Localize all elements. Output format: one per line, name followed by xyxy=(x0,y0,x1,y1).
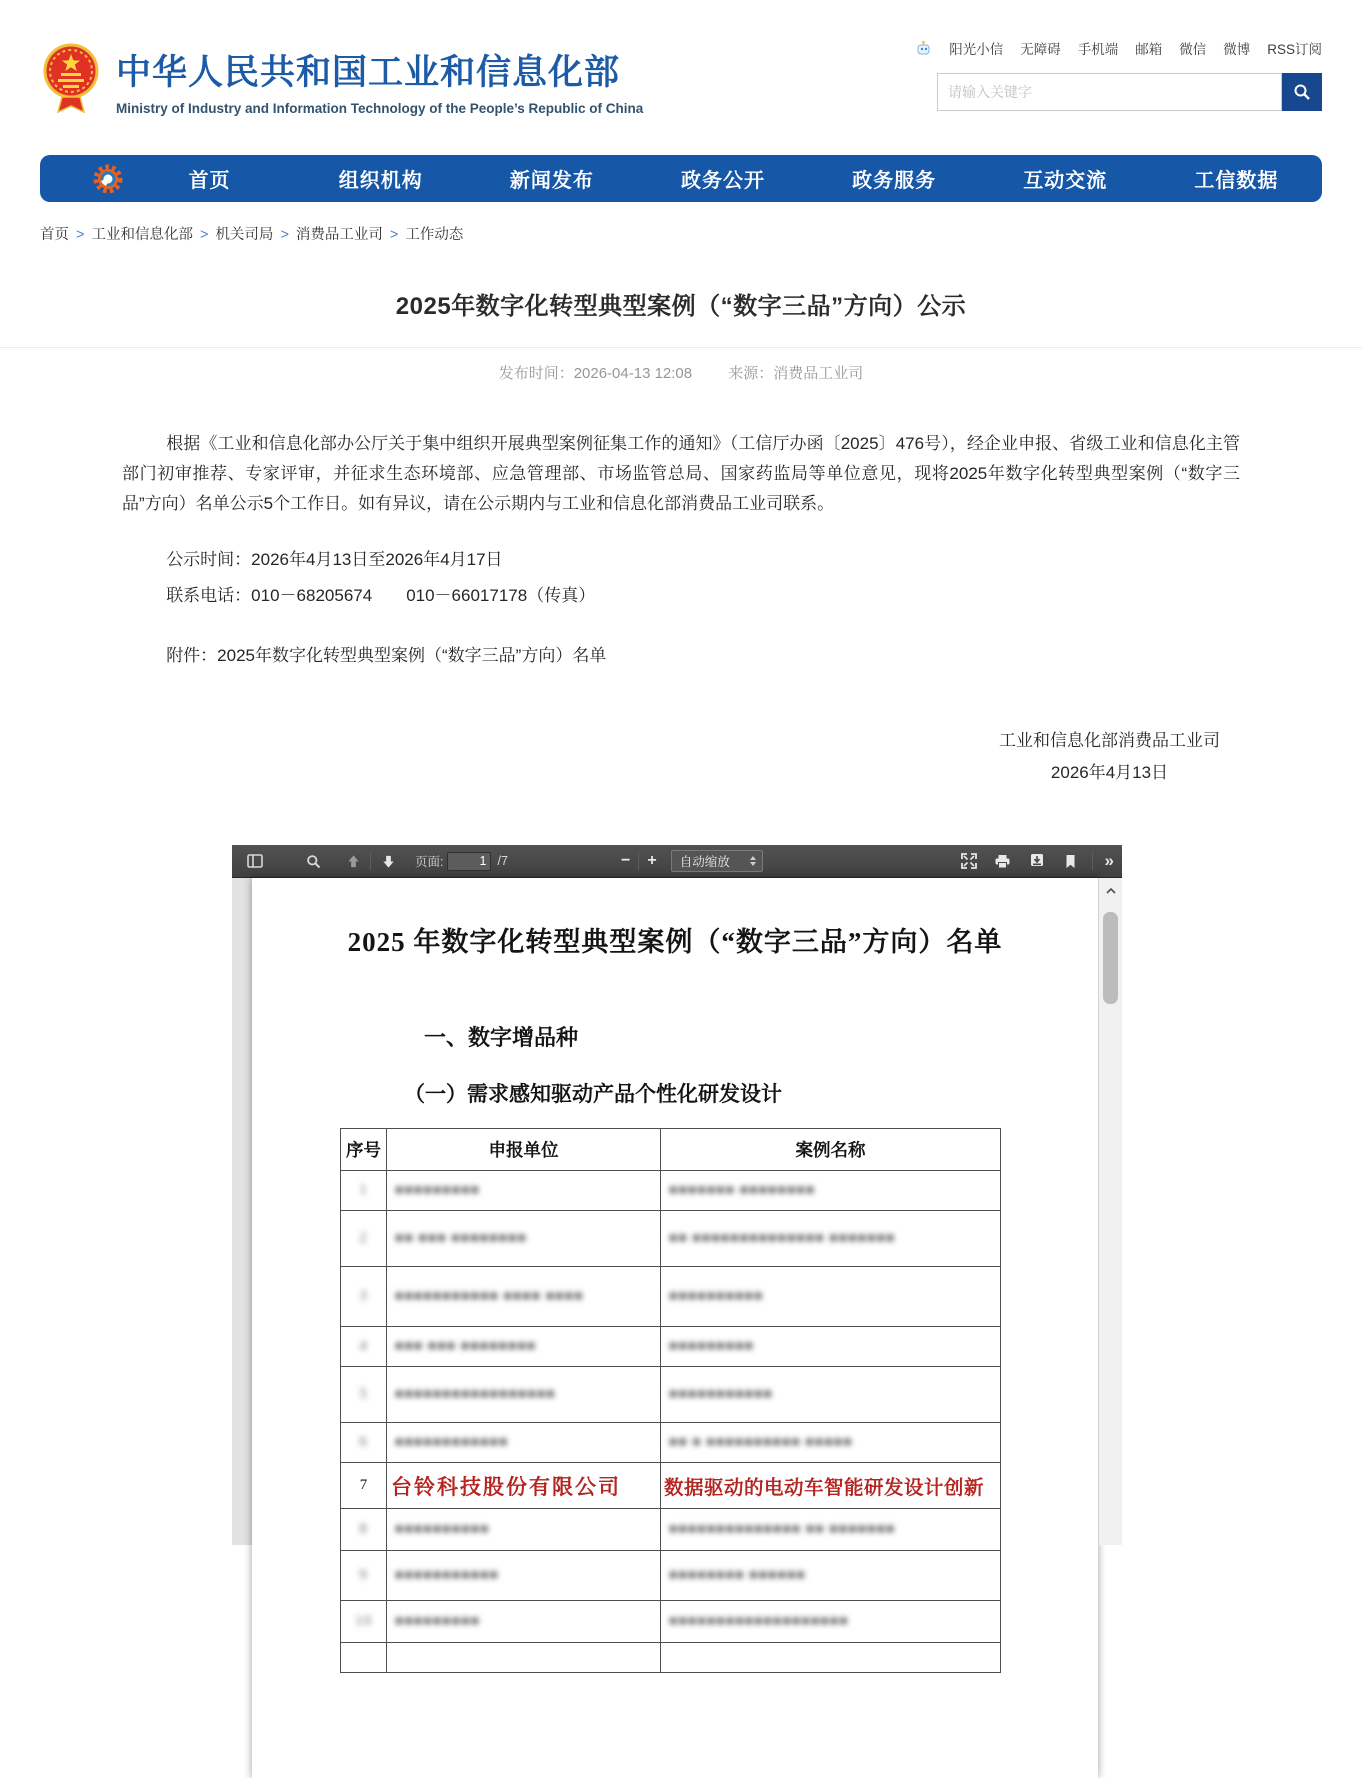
doc-table-row xyxy=(341,1601,1001,1643)
doc-table-row xyxy=(341,1171,1001,1211)
doc-table-cell xyxy=(341,1171,387,1211)
redacted-cell-text: ■■■■■■■ ■■■■■■■■ xyxy=(669,1183,816,1198)
nav-item[interactable]: 政务服务 xyxy=(852,170,937,192)
select-arrows-icon xyxy=(749,855,757,867)
pdf-viewer xyxy=(232,845,1122,1629)
doc-table-cell xyxy=(661,1267,1001,1327)
redacted-cell-text: ■■■■■■■■■■■■■■ ■■ ■■■■■■■ xyxy=(669,1522,896,1537)
utility-link[interactable]: RSS订阅 xyxy=(1267,42,1322,57)
redacted-cell-text: ■■■ ■■■ ■■■■■■■■ xyxy=(395,1339,537,1354)
doc-table-cell xyxy=(341,1267,387,1327)
toolbar-zoom-group xyxy=(617,845,763,877)
breadcrumb-link[interactable]: 机关司局 xyxy=(215,227,274,243)
zoom-in-button[interactable]: + xyxy=(647,852,657,869)
doc-table-cell xyxy=(341,1367,387,1423)
fullscreen-icon xyxy=(961,853,977,869)
doc-table-cell xyxy=(661,1327,1001,1367)
zoom-level-select[interactable] xyxy=(671,850,763,872)
signature-date: 2026年4月13日 xyxy=(1050,763,1169,782)
miit-gear-logo-icon xyxy=(92,163,124,195)
doc-table-cell xyxy=(661,1601,1001,1643)
doc-table-cell xyxy=(387,1367,661,1423)
nav-item[interactable]: 首页 xyxy=(188,170,231,192)
page-number-input[interactable] xyxy=(447,852,491,871)
doc-table-header: 序号 xyxy=(341,1129,387,1171)
doc-table-cell xyxy=(341,1463,387,1509)
breadcrumb-link: 工作动态 xyxy=(405,227,464,243)
doc-table-cell xyxy=(387,1601,661,1643)
search-button[interactable] xyxy=(1282,73,1322,111)
redacted-cell-text: ■■ ■■■ ■■■■■■■■ xyxy=(395,1231,527,1246)
doc-table-cell xyxy=(387,1509,661,1551)
redacted-cell-text: ■■■■■■■■■■■■■■■■■ xyxy=(395,1387,556,1402)
arrow-down-icon xyxy=(381,854,396,869)
article-title: 2025年数字化转型典型案例（“数字三品”方向）公示 xyxy=(395,293,967,320)
sidebar-toggle-button[interactable] xyxy=(242,849,268,873)
redacted-cell-text: 9 xyxy=(359,1567,368,1583)
redacted-cell-text: ■■■■■■■■■■■ xyxy=(669,1387,774,1402)
utility-link[interactable]: 手机端 xyxy=(1077,42,1119,57)
doc-title: 2025 年数字化转型典型案例（“数字三品”方向）名单 xyxy=(347,927,1003,957)
doc-table-header: 申报单位 xyxy=(387,1129,661,1171)
doc-table-cell xyxy=(387,1463,661,1509)
nav-items xyxy=(124,164,1322,193)
utility-link[interactable]: 微博 xyxy=(1223,42,1251,57)
pdf-body xyxy=(232,878,1122,1629)
pdf-scrollbar[interactable] xyxy=(1098,878,1122,1545)
page-total: /7 xyxy=(497,854,508,868)
doc-table-cell xyxy=(387,1211,661,1267)
toolbar-right-group xyxy=(956,845,1112,877)
site-subtitle: Ministry of Industry and Information Technology of the People’s Republic of China xyxy=(116,100,644,116)
redacted-cell-text: ■■■■■■■■■ xyxy=(395,1614,481,1629)
breadcrumb-separator: > xyxy=(199,227,209,243)
zoom-level-value: 自动缩放 xyxy=(679,855,730,869)
doc-table-cell xyxy=(661,1463,1001,1509)
breadcrumb-separator: > xyxy=(280,227,289,243)
site-header xyxy=(0,0,1362,132)
doc-table-cell xyxy=(661,1551,1001,1601)
presentation-mode-button[interactable] xyxy=(956,849,982,873)
doc-table-cell xyxy=(387,1643,661,1673)
article-meta xyxy=(0,348,1362,383)
page-down-button[interactable] xyxy=(375,849,401,873)
doc-table-row xyxy=(341,1367,1001,1423)
print-button[interactable] xyxy=(990,849,1016,873)
search-icon xyxy=(306,854,321,869)
nav-item[interactable]: 政务公开 xyxy=(680,170,765,192)
doc-table-row xyxy=(341,1643,1001,1673)
bookmark-button[interactable] xyxy=(1058,849,1084,873)
contact-line: 联系电话：010－68205674 010－66017178（传真） xyxy=(166,586,596,605)
site-title: 中华人民共和国工业和信息化部 xyxy=(116,52,621,92)
doc-table-row xyxy=(341,1551,1001,1601)
scroll-up-button[interactable] xyxy=(1099,878,1122,904)
more-tools-button[interactable]: » xyxy=(1104,851,1112,870)
arrow-up-icon xyxy=(346,854,361,869)
redacted-cell-text: 2 xyxy=(359,1230,368,1246)
doc-table-cell xyxy=(341,1551,387,1601)
article-body xyxy=(0,429,1362,789)
redacted-cell-text: 10 xyxy=(355,1613,372,1629)
doc-table-row xyxy=(341,1463,1001,1509)
doc-table-cell xyxy=(387,1327,661,1367)
breadcrumb-link[interactable]: 首页 xyxy=(40,227,69,243)
redacted-cell-text: 1 xyxy=(359,1182,368,1198)
doc-table-cell xyxy=(341,1211,387,1267)
search-input[interactable] xyxy=(937,73,1282,111)
breadcrumb-separator: > xyxy=(389,227,399,243)
printer-icon xyxy=(994,854,1011,869)
doc-table-cell xyxy=(661,1367,1001,1423)
doc-table-header: 案例名称 xyxy=(661,1129,1001,1171)
nav-item[interactable]: 工信数据 xyxy=(1194,170,1279,192)
nav-item[interactable]: 互动交流 xyxy=(1023,170,1108,192)
doc-table-cell xyxy=(661,1423,1001,1463)
redacted-cell-text: ■■■■■■■■ ■■■■■■ xyxy=(669,1568,806,1583)
breadcrumb-separator: > xyxy=(76,227,85,243)
redacted-cell-text: ■■■■■■■■■■ xyxy=(395,1522,490,1537)
redacted-cell-text: ■■ ■ ■■■■■■■■■■ ■■■■■ xyxy=(669,1435,853,1450)
doc-table-cell xyxy=(661,1509,1001,1551)
article-paragraph: 根据《工业和信息化部办公厅关于集中组织开展典型案例征集工作的通知》（工信厅办函〔2025〕476号），经企业申报、省级工业和信息化主管部门初审推荐、专家评审，并征求生态环境部、应急管理部、市场监管总局、国家药监局等单位意见，现将2025年数字化转型典型案例（“数字三品”方向）名单公示5个工作日。如有异议，请在公示期内与工业和信息化部消费品工业司联系。 xyxy=(122,434,1240,513)
doc-table-cell xyxy=(661,1643,1001,1673)
bookmark-icon xyxy=(1064,854,1077,869)
utility-link[interactable]: 微信 xyxy=(1179,42,1207,57)
doc-table-cell xyxy=(387,1551,661,1601)
doc-table-row xyxy=(341,1509,1001,1551)
redacted-cell-text: ■■■■■■■■■ xyxy=(669,1339,755,1354)
find-button[interactable] xyxy=(300,849,326,873)
nav-item[interactable]: 新闻发布 xyxy=(509,170,594,192)
download-button[interactable] xyxy=(1024,849,1050,873)
doc-table-cell xyxy=(387,1267,661,1327)
page-up-button[interactable] xyxy=(340,849,366,873)
doc-table-cell xyxy=(387,1171,661,1211)
doc-table-cell xyxy=(341,1601,387,1643)
chevron-up-icon xyxy=(1106,888,1116,894)
redacted-cell-text: ■■ ■■■■■■■■■■■■■■ ■■■■■■■ xyxy=(669,1231,896,1246)
doc-table-row xyxy=(341,1267,1001,1327)
redacted-cell-text: 8 xyxy=(359,1521,368,1537)
signature-block xyxy=(999,725,1220,789)
scrollbar-thumb[interactable] xyxy=(1103,912,1118,1004)
breadcrumb-link[interactable]: 消费品工业司 xyxy=(295,227,383,243)
search-box xyxy=(937,73,1322,111)
doc-table-cell xyxy=(341,1509,387,1551)
download-icon xyxy=(1029,853,1045,869)
chat-robot-icon xyxy=(915,40,932,57)
doc-table-row xyxy=(341,1423,1001,1463)
redacted-cell-text: 3 xyxy=(359,1288,368,1304)
redacted-cell-text: ■■■■■■■■■■■■■■■■■■■ xyxy=(669,1614,849,1629)
doc-table-cell xyxy=(387,1423,661,1463)
doc-table-row xyxy=(341,1211,1001,1267)
doc-table xyxy=(340,1128,1001,1673)
publish-time: 发布时间：2026-04-13 12:08 xyxy=(498,365,693,382)
page-label: 页面: xyxy=(415,855,444,869)
signature-org: 工业和信息化部消费品工业司 xyxy=(999,731,1220,750)
cell-text: 数据驱动的电动车智能研发设计创新 xyxy=(664,1477,985,1499)
search-icon xyxy=(1293,83,1311,101)
header-right xyxy=(915,28,1322,132)
doc-subsection-heading: （一）需求感知驱动产品个性化研发设计 xyxy=(404,1082,782,1106)
national-emblem-icon xyxy=(40,42,102,118)
redacted-cell-text: ■■■■■■■■■■■■ xyxy=(395,1435,509,1450)
doc-table-cell xyxy=(341,1643,387,1673)
utility-link[interactable]: 邮箱 xyxy=(1135,42,1163,57)
redacted-cell-text: 5 xyxy=(359,1386,368,1402)
cell-text: 7 xyxy=(359,1477,368,1493)
redacted-cell-text: ■■■■■■■■■■ xyxy=(669,1289,764,1304)
pdf-page xyxy=(252,878,1098,1778)
breadcrumb xyxy=(40,223,1322,244)
pdf-toolbar xyxy=(232,845,1122,878)
doc-table-cell xyxy=(661,1171,1001,1211)
brand-text xyxy=(116,45,643,116)
doc-table-row xyxy=(341,1327,1001,1367)
doc-table-cell xyxy=(341,1423,387,1463)
article xyxy=(0,286,1362,789)
brand[interactable] xyxy=(40,28,643,132)
zoom-out-button[interactable]: − xyxy=(621,852,631,869)
attachment-line[interactable]: 附件：2025年数字化转型典型案例（“数字三品”方向）名单 xyxy=(166,646,607,665)
utility-links xyxy=(915,38,1322,58)
toolbar-left-group xyxy=(242,845,508,877)
redacted-cell-text: 6 xyxy=(359,1434,368,1450)
redacted-cell-text: 4 xyxy=(359,1338,368,1354)
utility-link[interactable]: 无障碍 xyxy=(1020,42,1061,57)
main-nav xyxy=(40,155,1322,202)
utility-link[interactable]: 阳光小信 xyxy=(949,42,1004,57)
cell-text: 台铃科技股份有限公司 xyxy=(391,1474,621,1499)
redacted-cell-text: ■■■■■■■■■ xyxy=(395,1183,481,1198)
doc-section-heading: 一、数字增品种 xyxy=(424,1025,579,1050)
doc-table-cell xyxy=(661,1211,1001,1267)
nav-item[interactable]: 组织机构 xyxy=(338,170,423,192)
breadcrumb-link[interactable]: 工业和信息化部 xyxy=(91,227,193,243)
notice-period-line: 公示时间：2026年4月13日至2026年4月17日 xyxy=(166,550,503,569)
redacted-cell-text: ■■■■■■■■■■■ ■■■■ ■■■■ xyxy=(395,1289,584,1304)
article-source: 来源：消费品工业司 xyxy=(728,365,864,382)
doc-table-cell xyxy=(341,1327,387,1367)
redacted-cell-text: ■■■■■■■■■■■ xyxy=(395,1568,500,1583)
